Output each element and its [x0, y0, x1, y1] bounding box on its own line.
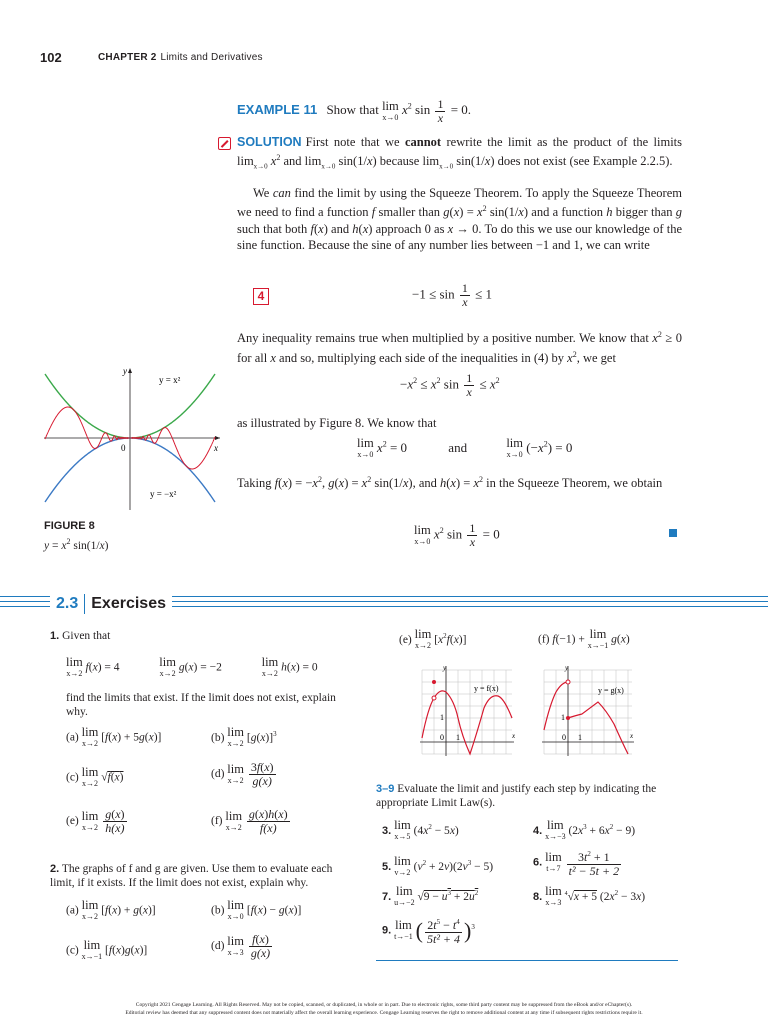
- solution-paragraph-4: as illustrated by Figure 8. We know that: [237, 416, 437, 430]
- exercise-2b: (b) lim x→0 [f(x) − g(x)]: [211, 898, 302, 921]
- exercise-3-9-instructions: 3–9 Evaluate the limit and justify each step by indicating the appropriate Limit Law(s).: [376, 783, 657, 809]
- section-title: [56, 594, 166, 614]
- chapter-label: CHAPTER 2: [98, 52, 157, 63]
- graph-g-curve-right: [568, 702, 628, 754]
- graph-g-y: y: [565, 664, 569, 672]
- exercise-1f: (f) lim x→2 $\frac{g(x)h(x)}{f(x)}$: [211, 807, 288, 835]
- equation-final: lim x→0 $x^2$ sin $\frac{1}{x}$ = 0: [414, 521, 500, 549]
- exercise-2a: (a) lim x→2 [f(x) + g(x)]: [66, 898, 156, 921]
- exercise-2-text: 2. The graphs of f and g are given. Use them to evaluate each limit, if it exists. If the limit does not exist, explain why.: [50, 863, 333, 889]
- exercise-1-intro: 1. Given that: [50, 630, 111, 642]
- section-rule-right-2: [172, 601, 768, 602]
- graph-g-label: y = g(x): [598, 686, 624, 695]
- graph-f-y: y: [443, 664, 447, 672]
- figure-8-graph: [40, 362, 230, 512]
- chapter-header: [98, 52, 263, 63]
- graph-f-curve: [422, 691, 512, 754]
- origin-label: 0: [121, 443, 126, 453]
- page-number: 102: [40, 50, 62, 65]
- graph-f-origin: 0: [440, 733, 444, 742]
- exercise-1d: (d) lim x→2 $\frac{3f(x)}{g(x)}$: [211, 760, 274, 788]
- graph-f-tick-y: 1: [440, 713, 444, 722]
- exercise-1c: (c) lim x→2 √f(x): [66, 765, 124, 788]
- and-word: and: [448, 439, 468, 455]
- upper-curve-label: y = x²: [159, 375, 181, 385]
- section-rule-left-2: [0, 601, 50, 602]
- end-of-example-square: [669, 529, 677, 537]
- footer-line-1: Copyright 2021 Cengage Learning. All Rights Reserved. May not be copied, scanned, or duplicated, in whole or in part. Due to electronic rights, some third party content may be suppressed from the eBook and/or eChapter(s).: [135, 1002, 633, 1008]
- exercise-1b: (b) lim x→2 $[g(x)]^3$: [211, 725, 277, 749]
- solution-paragraph-2: We can find the limit by using the Squeeze Theorem. To apply the Squeeze Theorem we need to find a function f smaller than $g(x) = x^2$ sin(1/x) and a function h bigger than g such that both f(x) and h(x) approach 0 as x → 0. To do this we use our knowledge of the sine function. Because the sine of any number lies between −1 and 1, we can write: [237, 186, 682, 253]
- graph-g-origin: 0: [562, 733, 566, 742]
- equation-number-4: 4: [253, 288, 269, 305]
- graph-g: [540, 664, 636, 758]
- copyright-footer: [30, 1001, 738, 1017]
- graph-f-x: x: [512, 732, 516, 740]
- lower-curve-label: y = −x²: [150, 489, 177, 499]
- graph-g-x: x: [630, 732, 634, 740]
- exercise-3: 3. lim x→5 $(4x^2 - 5x)$: [382, 818, 459, 842]
- section-rule-left-3: [0, 606, 50, 607]
- section-number: 2.3: [56, 595, 79, 613]
- solution-paragraph-5: Taking $f(x) = -x^2$, $g(x) = x^2$ sin(1/x), and $h(x) = x^2$ in the Squeeze Theorem, we obtain: [237, 475, 663, 491]
- figure-caption: $y = x^2$ sin(1/x): [44, 537, 109, 552]
- section-rule-left-1: [0, 596, 50, 597]
- exercise-1-prompt: find the limits that exist. If the limit does not exist, explain why.: [66, 692, 336, 718]
- chapter-title: Limits and Derivatives: [160, 52, 263, 63]
- equation-limits: lim x→0 $x^2 = 0$ and lim x→0 $(-x^2) = 0$: [357, 436, 573, 459]
- exercise-4: 4. lim x→−3 $(2x^3 + 6x^2 - 9)$: [533, 818, 636, 842]
- exercise-7: 7. lim u→−2 $√9 - u^3 + 2u^2$: [382, 884, 479, 908]
- axis-y-label: y: [123, 366, 127, 376]
- exercise-1-number: 1.: [50, 630, 60, 642]
- exercise-2d: (d) lim x→3 $\frac{f(x)}{g(x)}$: [211, 932, 271, 960]
- exercise-range: 3–9: [376, 783, 395, 795]
- exercise-6: 6. lim t→7 $\frac{3t^2 + 1}{\text{t² − 5t + 2}}$: [533, 850, 620, 878]
- exercise-bottom-rule: [376, 960, 678, 961]
- exercise-1-given: lim x→2 f(x) = 4 lim x→2 g(x) = −2 lim x→2 h(x) = 0: [66, 655, 318, 678]
- solution-paragraph-3: Any inequality remains true when multiplied by a positive number. We know that $x^2 \ge 0$ for all x and so, multiplying each side of the inequalities in (4) by $x^2$, we get: [237, 330, 682, 365]
- exercise-2c: (c) lim x→−1 [f(x)g(x)]: [66, 938, 148, 961]
- equation-4: −1 ≤ sin $\frac{1}{x}$ ≤ 1: [412, 281, 493, 309]
- graph-f: [418, 664, 518, 758]
- exercise-2e: (e) lim x→2 $[x^2f(x)]$: [399, 627, 467, 651]
- footer-line-2: Editorial review has deemed that any suppressed content does not materially affect the overall learning experience. Cengage Learning reserves the right to remove additional content at any time if subsequent rights restrictions require it.: [125, 1010, 643, 1016]
- figure-label: FIGURE 8: [44, 520, 95, 532]
- section-rule-right-3: [172, 606, 768, 607]
- graph-f-tick-x: 1: [456, 733, 460, 742]
- graph-f-label: y = f(x): [474, 684, 499, 693]
- example-heading: [237, 98, 471, 125]
- exercise-5: 5. lim v→2 $(v^2 + 2v)(2v^3 - 5)$: [382, 854, 494, 878]
- exercise-1a: (a) lim x→2 [f(x) + 5g(x)]: [66, 725, 162, 748]
- graph-g-hole-top: [566, 680, 570, 684]
- example-tag: EXAMPLE 11: [237, 102, 318, 118]
- solution-tag: SOLUTION: [237, 135, 302, 149]
- graph-g-point: [566, 716, 570, 720]
- solution-icon: [218, 137, 231, 150]
- solution-paragraph-1: SOLUTION First note that we cannot rewrite the limit as the product of the limits $\lim_{x\to 0} x^2$ and $\lim_{x\to 0} \sin(1/x)$ because $\lim_{x\to 0} \sin(1/x)$ does not exist (see Example 2.2.5).: [237, 135, 683, 172]
- graph-g-tick-y: 1: [561, 713, 565, 722]
- graph-g-grid: [544, 670, 632, 754]
- exercise-1e: (e) lim x→2 $\frac{g(x)}{h(x)}$: [66, 807, 125, 835]
- exercise-8: 8. lim x→3 $^4$√x + 5 $(2x^2 - 3x)$: [533, 884, 646, 908]
- graph-f-hole: [432, 696, 436, 700]
- axis-x-label: x: [214, 443, 218, 453]
- section-rule-right-1: [172, 596, 768, 597]
- graph-f-point: [432, 680, 436, 684]
- section-name: Exercises: [91, 595, 166, 613]
- exercise-2-number: 2.: [50, 863, 60, 875]
- equation-squeeze: $-x^2 \le x^2$ sin $\frac{1}{x}$ ≤ $x^2$: [400, 371, 500, 399]
- exercise-2f: (f) f(−1) + lim x→−1 g(x): [538, 627, 630, 650]
- graph-g-tick-x: 1: [578, 733, 582, 742]
- exercise-9: 9. lim t→−1 ( $\frac{2t^5 - t^4}{\text{5t² + 4}}$ )$^3$: [382, 918, 475, 946]
- example-statement: Show that lim x→0 $x^2$ sin $\frac{1}{x}$ = 0.: [326, 97, 472, 125]
